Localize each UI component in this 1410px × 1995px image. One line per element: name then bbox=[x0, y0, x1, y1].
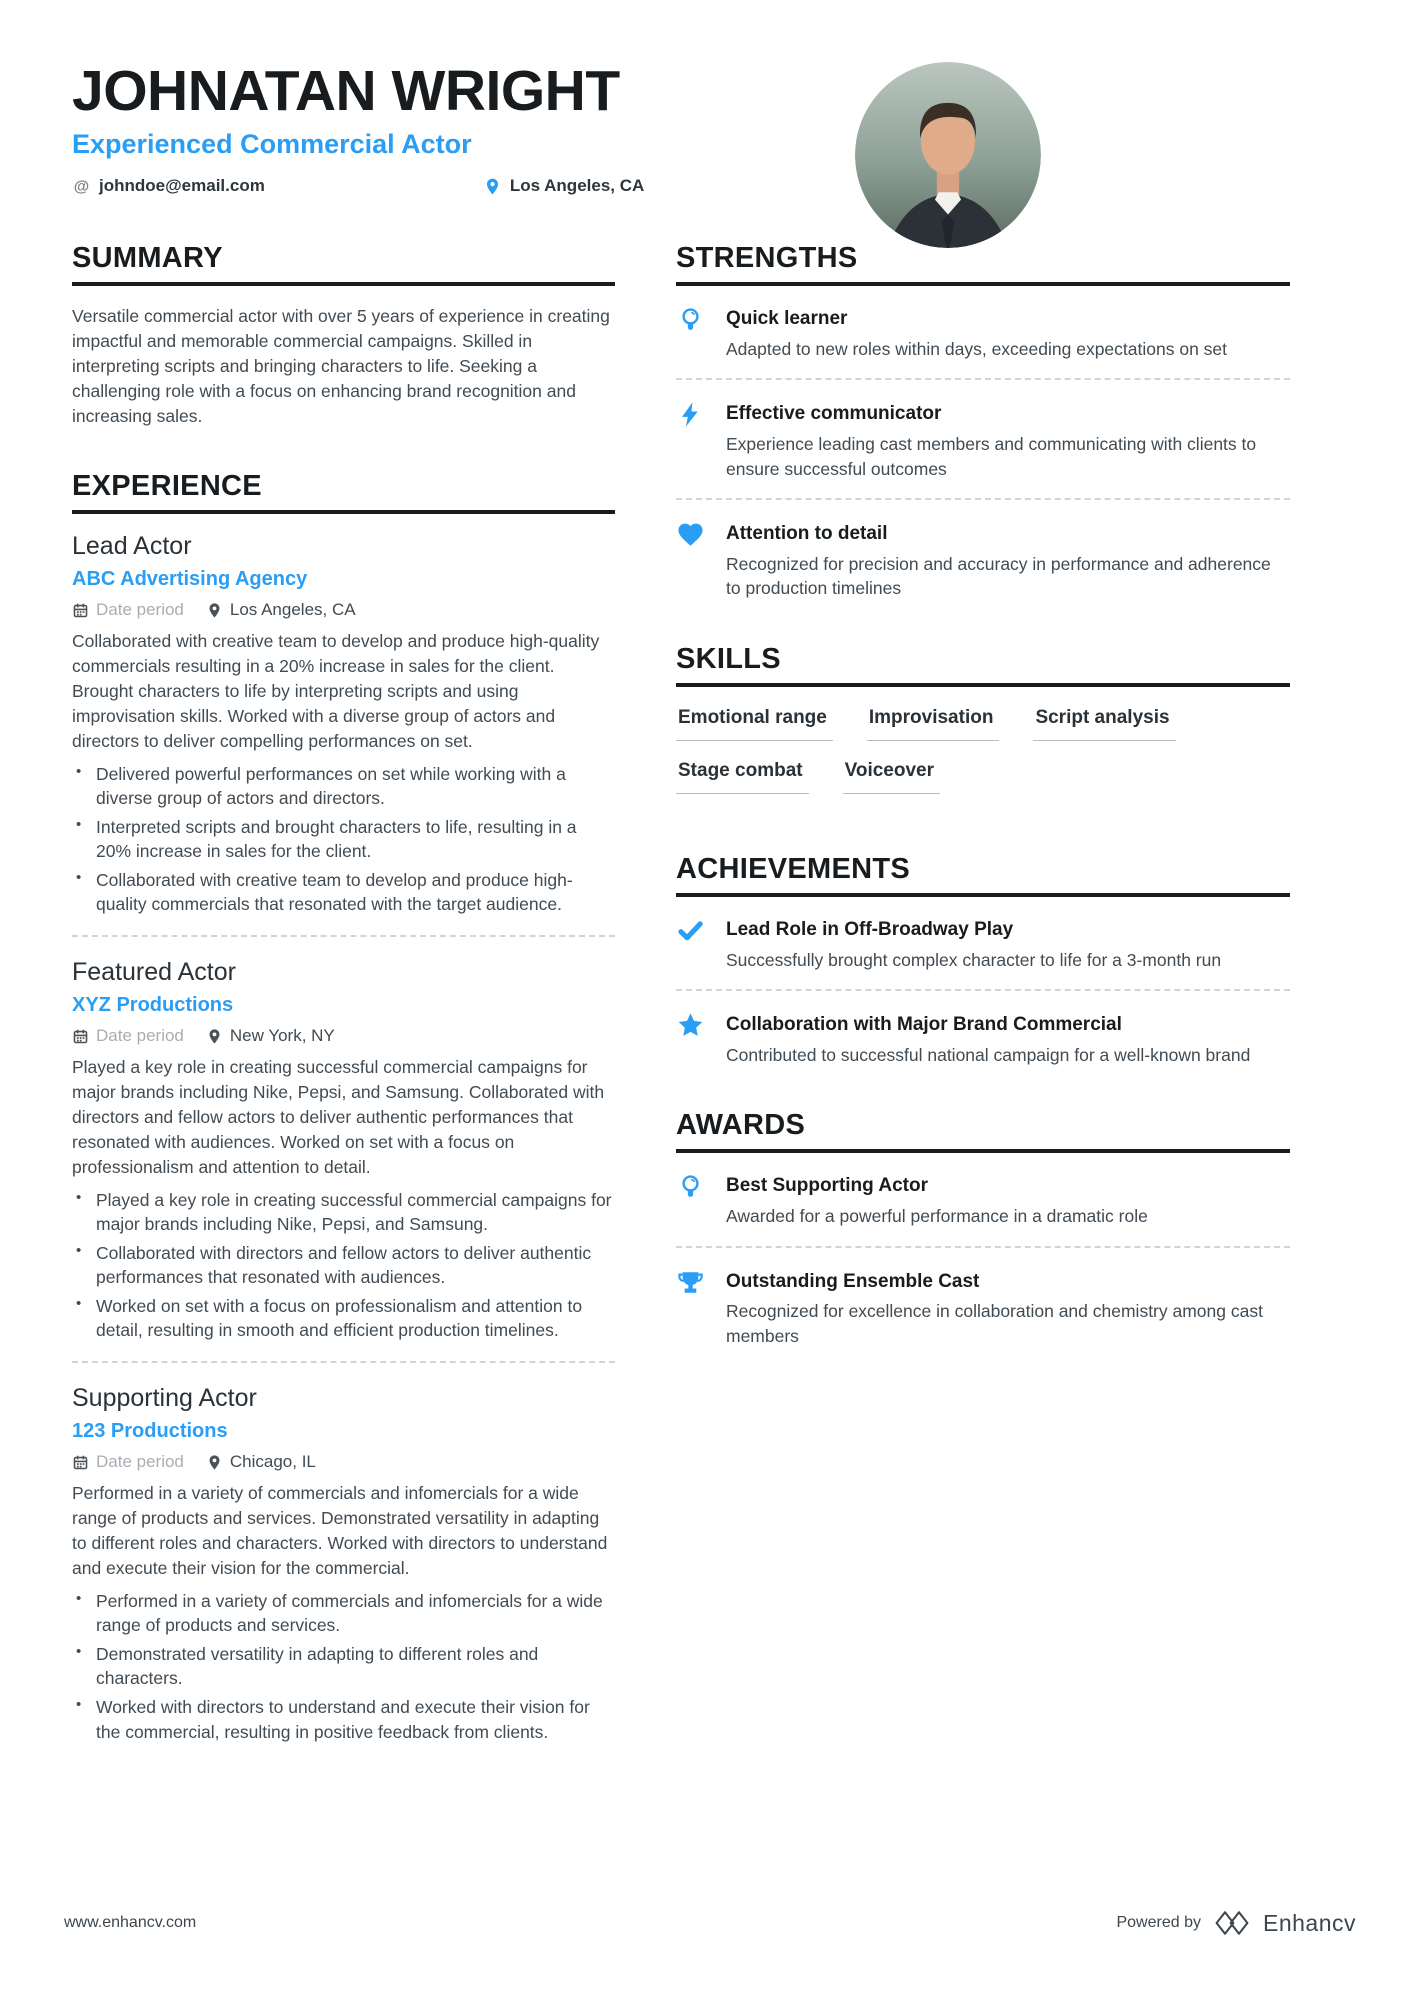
website-link[interactable]: www.enhancv.com bbox=[64, 1914, 197, 1931]
pin-icon bbox=[206, 602, 223, 619]
job-bullets bbox=[72, 762, 615, 917]
achievement-title: Lead Role in Off-Broadway Play bbox=[726, 918, 1014, 940]
achievement-item bbox=[676, 915, 1290, 972]
job-role: Supporting Actor bbox=[72, 1384, 257, 1413]
enhancv-logo-icon bbox=[1213, 1909, 1251, 1937]
job-bullet: • Delivered powerful performances on set while working with a diverse group of actors and directors. bbox=[76, 762, 566, 808]
skill-tag: Stage combat bbox=[676, 758, 809, 794]
skill-tag: Improvisation bbox=[867, 705, 1000, 741]
job-bullet: • Collaborated with directors and fellow actors to deliver authentic performances that resonated with audiences. bbox=[76, 1241, 592, 1288]
summary-heading: SUMMARY bbox=[72, 242, 615, 286]
strength-title: Attention to detail bbox=[726, 523, 888, 545]
divider bbox=[676, 989, 1290, 991]
job-entry bbox=[72, 532, 615, 916]
divider bbox=[676, 1246, 1290, 1248]
job-entry bbox=[72, 1384, 615, 1743]
awards-section bbox=[676, 1109, 1290, 1348]
award-item bbox=[676, 1171, 1290, 1228]
job-date: Date period bbox=[72, 600, 184, 620]
strength-item bbox=[676, 519, 1290, 601]
job-entry bbox=[72, 958, 615, 1342]
email-link[interactable] bbox=[72, 176, 265, 196]
job-meta bbox=[72, 1026, 615, 1046]
pin-icon bbox=[206, 1028, 223, 1045]
person-job-title: Experienced Commercial Actor bbox=[72, 129, 472, 160]
location-pin-icon bbox=[483, 177, 502, 196]
page-footer bbox=[64, 1909, 1356, 1937]
job-location: Chicago, IL bbox=[206, 1452, 316, 1472]
awards-heading: AWARDS bbox=[676, 1109, 1290, 1153]
person-name: JOHNATAN WRIGHT bbox=[72, 59, 620, 123]
job-date: Date period bbox=[72, 1026, 184, 1046]
resume-header bbox=[72, 59, 1290, 196]
job-bullet: • Demonstrated versatility in adapting to different roles and characters. bbox=[76, 1643, 539, 1689]
job-meta bbox=[72, 1452, 615, 1472]
divider bbox=[72, 935, 615, 937]
star-icon bbox=[676, 1011, 705, 1040]
left-column bbox=[72, 242, 615, 1786]
right-column bbox=[676, 242, 1290, 1786]
job-bullet: • Interpreted scripts and brought characters to life, resulting in a 20% increase in sales for the client. bbox=[76, 815, 577, 861]
experience-section bbox=[72, 470, 615, 1743]
job-role: Lead Actor bbox=[72, 532, 192, 561]
skill-tag: Emotional range bbox=[676, 705, 833, 741]
job-date: Date period bbox=[72, 1452, 184, 1472]
job-bullets bbox=[72, 1188, 615, 1343]
skill-tag: Script analysis bbox=[1033, 705, 1175, 741]
award-description: Recognized for excellence in collaboration and chemistry among cast members bbox=[726, 1301, 1263, 1346]
strength-description: Adapted to new roles within days, exceeding expectations on set bbox=[726, 338, 1228, 359]
divider bbox=[676, 378, 1290, 380]
lightbulb-icon bbox=[676, 305, 705, 334]
calendar-icon bbox=[72, 1028, 89, 1045]
pin-icon bbox=[206, 1454, 223, 1471]
lightbulb-icon bbox=[676, 1172, 705, 1201]
job-company: ABC Advertising Agency bbox=[72, 568, 308, 591]
job-bullet: • Worked with directors to understand and execute their vision for the commercial, resulting in positive feedback from clients. bbox=[76, 1696, 590, 1742]
achievements-heading: ACHIEVEMENTS bbox=[676, 853, 1290, 897]
job-role: Featured Actor bbox=[72, 958, 236, 987]
heart-icon bbox=[676, 520, 705, 549]
achievements-section bbox=[676, 853, 1290, 1068]
job-company: 123 Productions bbox=[72, 1420, 228, 1443]
achievement-title: Collaboration with Major Brand Commercial bbox=[726, 1014, 1122, 1036]
job-bullet: • Worked on set with a focus on professionalism and attention to detail, resulting in smooth and efficient production timelines. bbox=[76, 1295, 583, 1341]
award-description: Awarded for a powerful performance in a dramatic role bbox=[726, 1206, 1148, 1227]
checkmark-icon bbox=[676, 916, 705, 945]
strength-item bbox=[676, 399, 1290, 481]
award-item bbox=[676, 1267, 1290, 1349]
location bbox=[483, 176, 644, 196]
job-bullet: • Collaborated with creative team to develop and produce high-quality commercials that resonated with the target audience. bbox=[76, 869, 573, 915]
skills-heading: SKILLS bbox=[676, 643, 1290, 687]
profile-photo bbox=[855, 62, 1041, 248]
strength-description: Recognized for precision and accuracy in performance and adherence to production timelines bbox=[726, 553, 1271, 599]
job-bullets bbox=[72, 1589, 615, 1744]
brand-name: Enhancv bbox=[1262, 1909, 1356, 1936]
powered-by-text: Powered by bbox=[1116, 1914, 1201, 1931]
job-bullet: • Played a key role in creating successful commercial campaigns for major brands including Nike, Pepsi, and Samsung. bbox=[76, 1188, 612, 1234]
award-title: Outstanding Ensemble Cast bbox=[726, 1270, 980, 1292]
calendar-icon bbox=[72, 1454, 89, 1471]
skills-section bbox=[676, 643, 1290, 811]
job-description: Performed in a variety of commercials and infomercials for a wide range of products and services. Demonstrated versatility in adapting to different roles and characters. Worked with directors to understand and execute their vision for the commercial. bbox=[72, 1483, 608, 1578]
calendar-icon bbox=[72, 602, 89, 619]
job-bullet: • Performed in a variety of commercials and infomercials for a wide range of products and services. bbox=[76, 1589, 603, 1635]
experience-heading: EXPERIENCE bbox=[72, 470, 615, 514]
summary-section bbox=[72, 242, 615, 428]
job-location: New York, NY bbox=[206, 1026, 335, 1046]
job-location: Los Angeles, CA bbox=[206, 600, 356, 620]
skills-list bbox=[676, 705, 1290, 811]
job-meta bbox=[72, 600, 615, 620]
achievement-item bbox=[676, 1010, 1290, 1067]
strengths-heading: STRENGTHS bbox=[676, 242, 1290, 286]
content-columns bbox=[72, 242, 1290, 1786]
email-text: johndoe@email.com bbox=[99, 176, 265, 196]
summary-text: Versatile commercial actor with over 5 years of experience in creating impactful and memorable commercial campaigns. Skilled in interpreting scripts and bringing characters to life. Seeking a challenging role with a focus on enhancing brand recognition and increasing sales. bbox=[72, 306, 610, 426]
strength-description: Experience leading cast members and communicating with clients to ensure successful outcomes bbox=[726, 434, 1257, 479]
strength-title: Effective communicator bbox=[726, 403, 942, 425]
achievement-description: Contributed to successful national campaign for a well-known brand bbox=[726, 1044, 1251, 1065]
achievement-description: Successfully brought complex character to life for a 3-month run bbox=[726, 949, 1222, 970]
divider bbox=[72, 1361, 615, 1363]
contact-row bbox=[72, 176, 1290, 196]
job-description: Played a key role in creating successful commercial campaigns for major brands including Nike, Pepsi, and Samsung. Collaborated with directors and fellow actors to deliver authentic performances that resonated with audiences. Worked on set with a focus on professionalism and attention to detail. bbox=[72, 1057, 605, 1177]
lightning-bolt-icon bbox=[676, 400, 705, 429]
at-icon bbox=[72, 177, 91, 196]
strength-title: Quick learner bbox=[726, 308, 848, 330]
skill-tag: Voiceover bbox=[843, 758, 940, 794]
svg-text:@: @ bbox=[73, 177, 90, 195]
award-title: Best Supporting Actor bbox=[726, 1175, 928, 1197]
job-company: XYZ Productions bbox=[72, 994, 234, 1017]
strength-item bbox=[676, 304, 1290, 361]
powered-by bbox=[1116, 1909, 1356, 1937]
job-description: Collaborated with creative team to develop and produce high-quality commercials resulting in a 20% increase in sales for the client. Brought characters to life by interpreting scripts and using improvisation skills. Worked with a diverse group of actors and directors to deliver compelling performances on set. bbox=[72, 631, 600, 751]
divider bbox=[676, 498, 1290, 500]
trophy-icon bbox=[676, 1268, 705, 1297]
strengths-section bbox=[676, 242, 1290, 601]
location-text: Los Angeles, CA bbox=[509, 176, 645, 196]
